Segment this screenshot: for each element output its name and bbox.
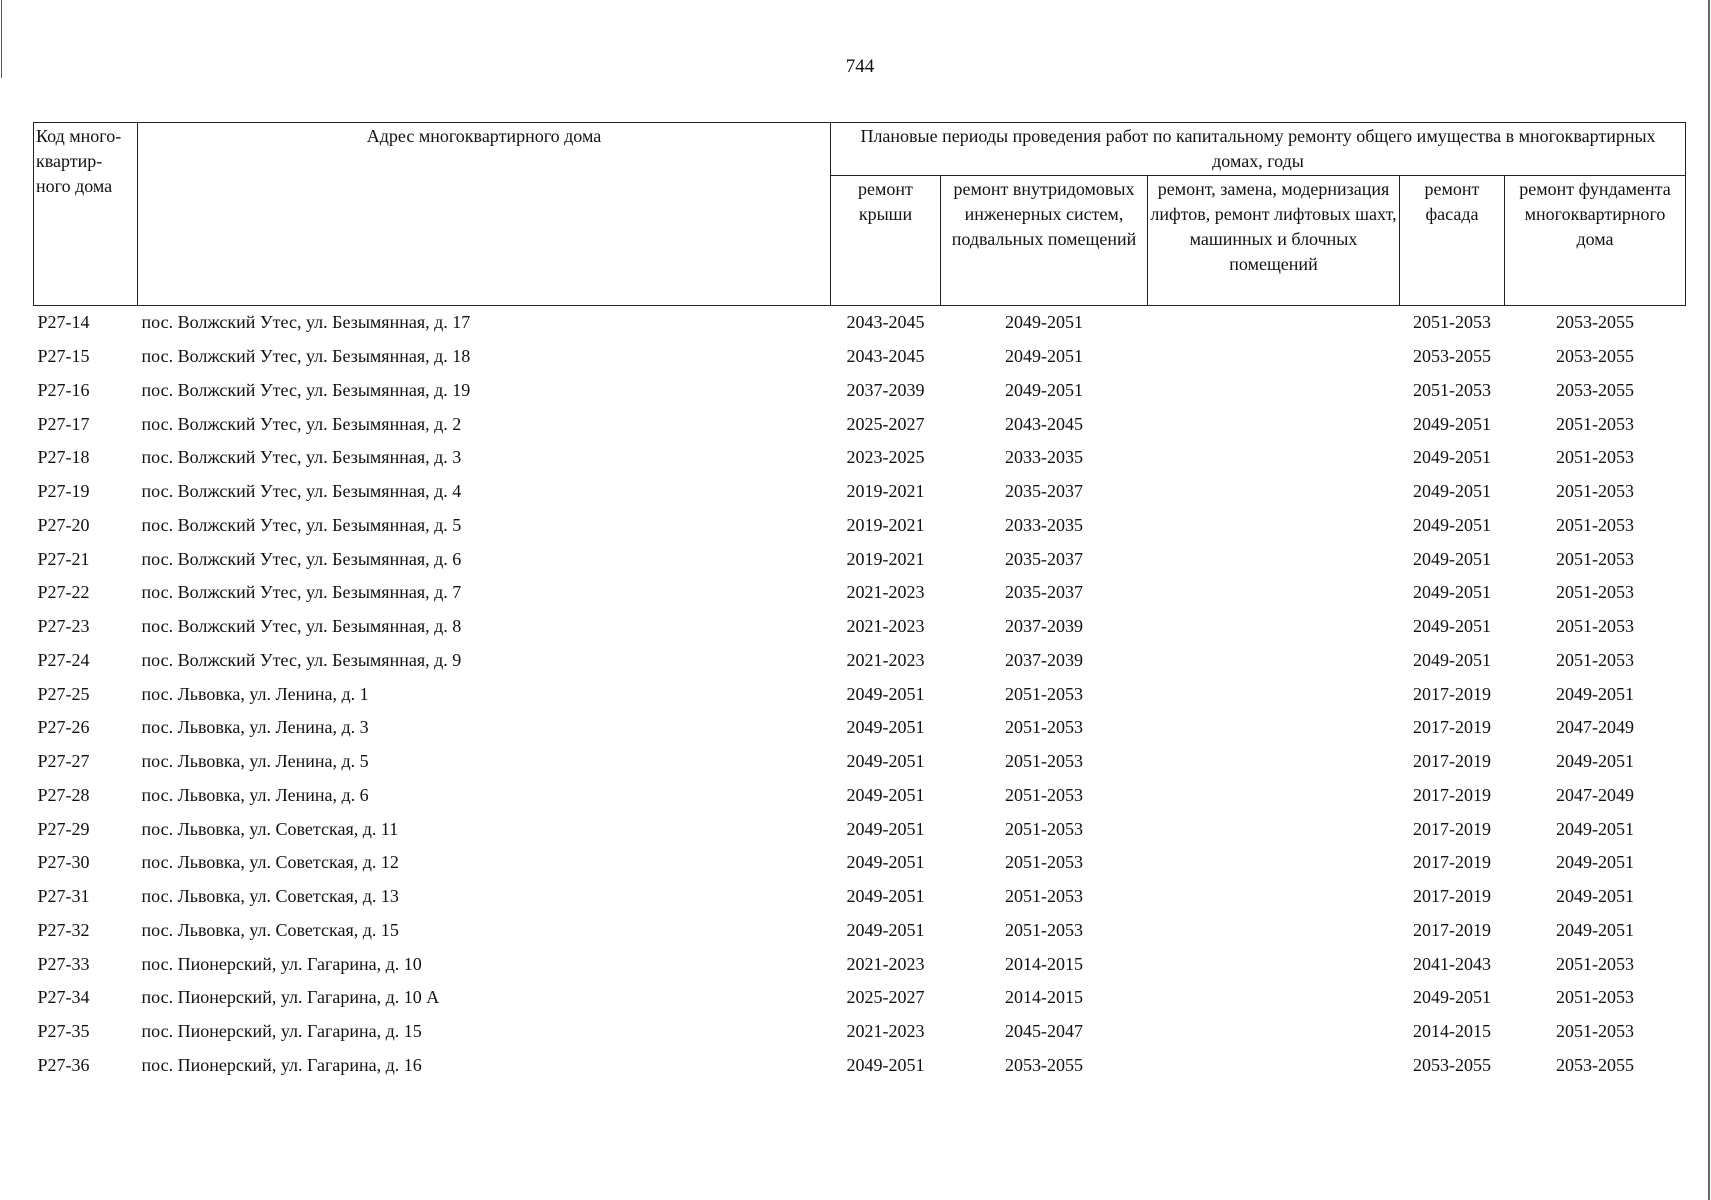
cell-lifts	[1148, 542, 1400, 576]
cell-foundation: 2051-2053	[1556, 413, 1634, 434]
cell-systems: 2051-2053	[1005, 751, 1083, 772]
cell-lifts	[1148, 914, 1400, 948]
cell-systems: 2035-2037	[1005, 548, 1083, 569]
cell-foundation: 2051-2053	[1556, 987, 1634, 1008]
cell-lifts	[1148, 475, 1400, 509]
cell-roof: 2021-2023	[846, 1021, 925, 1042]
cell-roof: 2021-2023	[846, 649, 925, 670]
cell-facade: 2049-2051	[1413, 481, 1491, 502]
cell-systems: 2051-2053	[1005, 717, 1083, 738]
cell-systems: 2043-2045	[1005, 413, 1083, 434]
cell-facade: 2017-2019	[1413, 818, 1491, 839]
cell-code: Р27-18	[37, 447, 90, 468]
cell-systems: 2045-2047	[1005, 1021, 1083, 1042]
cell-facade: 2017-2019	[1413, 683, 1491, 704]
cell-foundation: 2053-2055	[1556, 1054, 1634, 1075]
cell-foundation: 2051-2053	[1556, 1021, 1634, 1042]
cell-roof: 2023-2025	[846, 447, 925, 468]
cell-lifts	[1148, 1015, 1400, 1049]
cell-code: Р27-21	[37, 548, 90, 569]
cell-facade: 2017-2019	[1413, 751, 1491, 772]
cell-roof: 2049-2051	[846, 1054, 925, 1075]
cell-systems: 2033-2035	[1005, 447, 1083, 468]
cell-systems: 2033-2035	[1005, 514, 1083, 535]
cell-code: Р27-14	[37, 312, 90, 333]
cell-systems: 2049-2051	[1005, 379, 1083, 400]
cell-roof: 2049-2051	[846, 683, 925, 704]
cell-roof: 2049-2051	[846, 751, 925, 772]
table-row	[34, 576, 1686, 610]
cell-address: пос. Львовка, ул. Советская, д. 11	[141, 818, 399, 839]
table-row	[34, 779, 1686, 813]
cell-systems: 2014-2015	[1005, 987, 1083, 1008]
cell-address: пос. Волжский Утес, ул. Безымянная, д. 2	[141, 413, 462, 434]
cell-address: пос. Волжский Утес, ул. Безымянная, д. 19	[141, 379, 471, 400]
cell-lifts	[1148, 576, 1400, 610]
cell-facade: 2014-2015	[1413, 1021, 1491, 1042]
cell-lifts	[1148, 846, 1400, 880]
header-foundation: ремонт фундамента многоквартирного дома	[1505, 176, 1686, 306]
cell-facade: 2051-2053	[1413, 312, 1491, 333]
table-row	[34, 340, 1686, 374]
cell-code: Р27-30	[37, 852, 90, 873]
cell-roof: 2043-2045	[846, 312, 925, 333]
cell-roof: 2019-2021	[846, 548, 925, 569]
cell-roof: 2021-2023	[846, 616, 925, 637]
cell-systems: 2051-2053	[1005, 818, 1083, 839]
cell-code: Р27-29	[37, 818, 90, 839]
cell-code: Р27-24	[37, 649, 90, 670]
cell-foundation: 2049-2051	[1556, 818, 1634, 839]
cell-foundation: 2051-2053	[1556, 616, 1634, 637]
cell-code: Р27-23	[37, 616, 90, 637]
cell-address: пос. Пионерский, ул. Гагарина, д. 15	[141, 1021, 422, 1042]
cell-roof: 2043-2045	[846, 346, 925, 367]
cell-facade: 2041-2043	[1413, 953, 1491, 974]
cell-foundation: 2049-2051	[1556, 683, 1634, 704]
cell-code: Р27-16	[37, 379, 90, 400]
cell-code: Р27-22	[37, 582, 90, 603]
cell-foundation: 2049-2051	[1556, 919, 1634, 940]
header-lifts: ремонт, замена, модернизация лифтов, ремонт лифтовых шахт, машинных и блочных помещений	[1148, 176, 1400, 306]
cell-lifts	[1148, 812, 1400, 846]
cell-code: Р27-19	[37, 481, 90, 502]
cell-code: Р27-28	[37, 784, 90, 805]
table-row	[34, 374, 1686, 408]
cell-code: Р27-25	[37, 683, 90, 704]
cell-lifts	[1148, 677, 1400, 711]
cell-foundation: 2053-2055	[1556, 346, 1634, 367]
cell-roof: 2021-2023	[846, 953, 925, 974]
cell-systems: 2051-2053	[1005, 784, 1083, 805]
table-row	[34, 1015, 1686, 1049]
table-row	[34, 509, 1686, 543]
cell-facade: 2049-2051	[1413, 548, 1491, 569]
table-row	[34, 914, 1686, 948]
cell-lifts	[1148, 407, 1400, 441]
cell-foundation: 2049-2051	[1556, 852, 1634, 873]
cell-systems: 2035-2037	[1005, 582, 1083, 603]
cell-facade: 2017-2019	[1413, 852, 1491, 873]
table-row	[34, 981, 1686, 1015]
cell-foundation: 2047-2049	[1556, 717, 1634, 738]
cell-lifts	[1148, 441, 1400, 475]
header-address: Адрес многоквартирного дома	[138, 123, 831, 306]
cell-foundation: 2047-2049	[1556, 784, 1634, 805]
cell-address: пос. Пионерский, ул. Гагарина, д. 10	[141, 953, 422, 974]
cell-address: пос. Волжский Утес, ул. Безымянная, д. 5	[141, 514, 462, 535]
table-row	[34, 947, 1686, 981]
cell-facade: 2017-2019	[1413, 784, 1491, 805]
cell-roof: 2049-2051	[846, 919, 925, 940]
cell-systems: 2037-2039	[1005, 616, 1083, 637]
cell-lifts	[1148, 711, 1400, 745]
cell-facade: 2049-2051	[1413, 447, 1491, 468]
cell-facade: 2017-2019	[1413, 919, 1491, 940]
cell-facade: 2051-2053	[1413, 379, 1491, 400]
cell-foundation: 2051-2053	[1556, 953, 1634, 974]
cell-facade: 2049-2051	[1413, 514, 1491, 535]
header-roof: ремонт крыши	[831, 176, 941, 306]
header-facade: ремонт фасада	[1400, 176, 1505, 306]
header-planned-periods: Плановые периоды проведения работ по капитальному ремонту общего имущества в многоквартирных домах, годы	[831, 123, 1686, 176]
cell-lifts	[1148, 509, 1400, 543]
cell-roof: 2037-2039	[846, 379, 925, 400]
cell-roof: 2049-2051	[846, 852, 925, 873]
table-row	[34, 644, 1686, 678]
cell-address: пос. Волжский Утес, ул. Безымянная, д. 9	[141, 649, 462, 670]
table-row	[34, 880, 1686, 914]
cell-lifts	[1148, 644, 1400, 678]
cell-address: пос. Волжский Утес, ул. Безымянная, д. 17	[141, 312, 471, 333]
cell-code: Р27-32	[37, 919, 90, 940]
cell-facade: 2053-2055	[1413, 1054, 1491, 1075]
cell-systems: 2049-2051	[1005, 312, 1083, 333]
header-systems: ремонт внутридомовых инженерных систем, подвальных помещений	[941, 176, 1148, 306]
cell-systems: 2051-2053	[1005, 852, 1083, 873]
cell-lifts	[1148, 610, 1400, 644]
cell-lifts	[1148, 981, 1400, 1015]
cell-roof: 2049-2051	[846, 818, 925, 839]
cell-foundation: 2051-2053	[1556, 481, 1634, 502]
table-row	[34, 610, 1686, 644]
cell-lifts	[1148, 306, 1400, 340]
cell-code: Р27-27	[37, 751, 90, 772]
cell-foundation: 2051-2053	[1556, 514, 1634, 535]
table-row	[34, 677, 1686, 711]
cell-address: пос. Волжский Утес, ул. Безымянная, д. 3	[141, 447, 462, 468]
cell-roof: 2025-2027	[846, 987, 925, 1008]
table-row	[34, 407, 1686, 441]
cell-address: пос. Волжский Утес, ул. Безымянная, д. 7	[141, 582, 462, 603]
cell-foundation: 2051-2053	[1556, 649, 1634, 670]
cell-address: пос. Волжский Утес, ул. Безымянная, д. 6	[141, 548, 462, 569]
header-code: Код много-квартир-ного дома	[34, 123, 138, 306]
table-row	[34, 846, 1686, 880]
cell-systems: 2051-2053	[1005, 683, 1083, 704]
cell-systems: 2053-2055	[1005, 1054, 1083, 1075]
cell-facade: 2053-2055	[1413, 346, 1491, 367]
table-row	[34, 711, 1686, 745]
cell-lifts	[1148, 745, 1400, 779]
cell-roof: 2049-2051	[846, 784, 925, 805]
cell-roof: 2019-2021	[846, 481, 925, 502]
cell-address: пос. Львовка, ул. Ленина, д. 6	[141, 784, 369, 805]
table-row	[34, 542, 1686, 576]
cell-code: Р27-15	[37, 346, 90, 367]
cell-address: пос. Волжский Утес, ул. Безымянная, д. 4	[141, 481, 462, 502]
cell-code: Р27-31	[37, 886, 90, 907]
cell-facade: 2049-2051	[1413, 582, 1491, 603]
cell-foundation: 2049-2051	[1556, 886, 1634, 907]
cell-systems: 2037-2039	[1005, 649, 1083, 670]
cell-code: Р27-17	[37, 413, 90, 434]
cell-code: Р27-34	[37, 987, 90, 1008]
cell-lifts	[1148, 340, 1400, 374]
table-row	[34, 812, 1686, 846]
cell-code: Р27-35	[37, 1021, 90, 1042]
cell-code: Р27-33	[37, 953, 90, 974]
cell-lifts	[1148, 1049, 1400, 1083]
cell-roof: 2019-2021	[846, 514, 925, 535]
cell-code: Р27-26	[37, 717, 90, 738]
cell-address: пос. Волжский Утес, ул. Безымянная, д. 8	[141, 616, 462, 637]
cell-systems: 2014-2015	[1005, 953, 1083, 974]
page-number: 744	[845, 56, 875, 77]
cell-address: пос. Львовка, ул. Ленина, д. 1	[141, 683, 369, 704]
cell-address: пос. Львовка, ул. Советская, д. 13	[141, 886, 399, 907]
table-row	[34, 1049, 1686, 1083]
cell-systems: 2051-2053	[1005, 886, 1083, 907]
cell-address: пос. Львовка, ул. Ленина, д. 3	[141, 717, 369, 738]
cell-lifts	[1148, 374, 1400, 408]
cell-foundation: 2051-2053	[1556, 582, 1634, 603]
cell-address: пос. Волжский Утес, ул. Безымянная, д. 18	[141, 346, 471, 367]
cell-address: пос. Пионерский, ул. Гагарина, д. 10 А	[141, 987, 440, 1008]
table-row	[34, 441, 1686, 475]
cell-address: пос. Львовка, ул. Советская, д. 12	[141, 852, 399, 873]
cell-lifts	[1148, 779, 1400, 813]
cell-foundation: 2051-2053	[1556, 447, 1634, 468]
cell-systems: 2035-2037	[1005, 481, 1083, 502]
cell-systems: 2051-2053	[1005, 919, 1083, 940]
cell-foundation: 2051-2053	[1556, 548, 1634, 569]
cell-foundation: 2049-2051	[1556, 751, 1634, 772]
cell-facade: 2049-2051	[1413, 616, 1491, 637]
cell-foundation: 2053-2055	[1556, 312, 1634, 333]
cell-roof: 2049-2051	[846, 717, 925, 738]
cell-facade: 2017-2019	[1413, 886, 1491, 907]
cell-lifts	[1148, 880, 1400, 914]
cell-facade: 2049-2051	[1413, 987, 1491, 1008]
table-row	[34, 745, 1686, 779]
cell-code: Р27-36	[37, 1054, 90, 1075]
cell-roof: 2049-2051	[846, 886, 925, 907]
cell-facade: 2017-2019	[1413, 717, 1491, 738]
cell-systems: 2049-2051	[1005, 346, 1083, 367]
page-edge-line	[1708, 0, 1710, 1200]
cell-code: Р27-20	[37, 514, 90, 535]
cell-address: пос. Львовка, ул. Советская, д. 15	[141, 919, 399, 940]
cell-facade: 2049-2051	[1413, 649, 1491, 670]
cell-roof: 2025-2027	[846, 413, 925, 434]
cell-facade: 2049-2051	[1413, 413, 1491, 434]
cell-foundation: 2053-2055	[1556, 379, 1634, 400]
repair-plan-table	[33, 122, 1686, 1082]
table-row	[34, 306, 1686, 340]
cell-lifts	[1148, 947, 1400, 981]
cell-address: пос. Пионерский, ул. Гагарина, д. 16	[141, 1054, 422, 1075]
cell-address: пос. Львовка, ул. Ленина, д. 5	[141, 751, 369, 772]
cell-roof: 2021-2023	[846, 582, 925, 603]
table-row	[34, 475, 1686, 509]
